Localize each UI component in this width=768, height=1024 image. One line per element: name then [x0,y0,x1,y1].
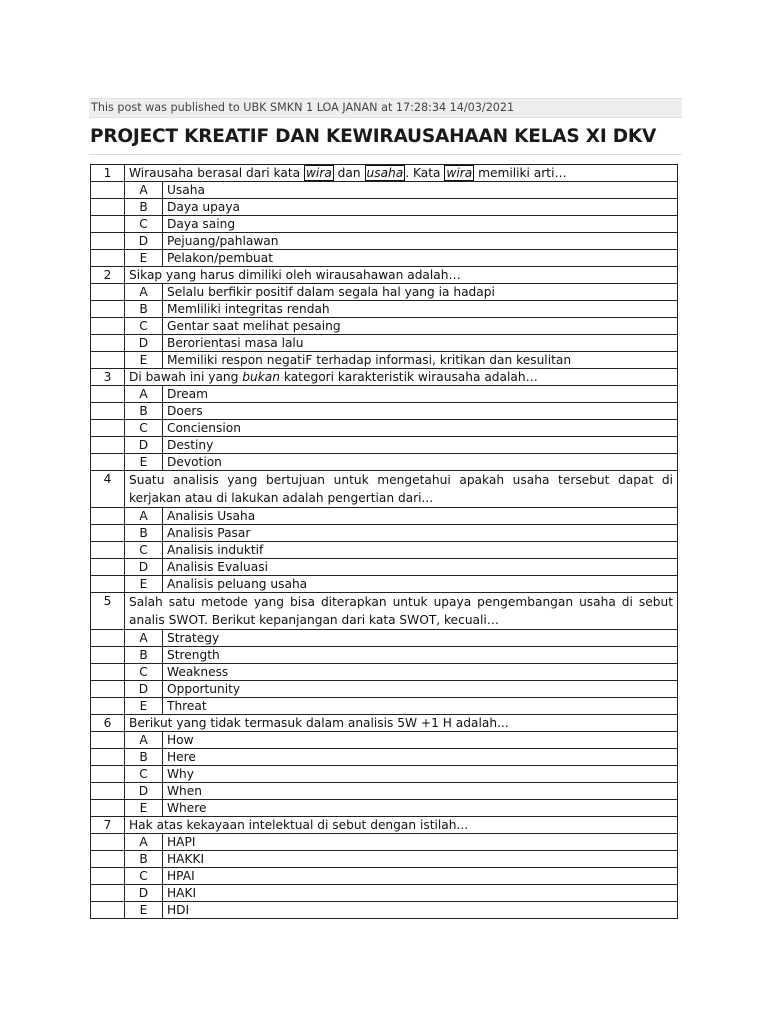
quiz-table [90,164,678,919]
publish-info-bar [89,98,682,118]
option-row [91,732,678,749]
option-text: Dream [163,386,678,403]
question-number: 7 [91,817,125,834]
option-row [91,437,678,454]
question-number: 2 [91,267,125,284]
option-text: Daya saing [163,216,678,233]
option-row [91,403,678,420]
option-text: Berorientasi masa lalu [163,335,678,352]
option-letter: A [125,182,163,199]
question-text: Sikap yang harus dimiliki oleh wirausahawan adalah… [125,267,678,284]
option-letter: C [125,868,163,885]
option-text: Here [163,749,678,766]
option-row [91,664,678,681]
option-letter: A [125,630,163,647]
option-letter: B [125,199,163,216]
option-text: Daya upaya [163,199,678,216]
option-letter: E [125,576,163,593]
option-text: Opportunity [163,681,678,698]
option-letter: E [125,698,163,715]
option-letter: C [125,766,163,783]
option-letter: B [125,749,163,766]
option-row [91,783,678,800]
option-row [91,301,678,318]
question-row [91,369,678,386]
keyword-wira: wira [446,166,473,180]
option-letter: E [125,250,163,267]
option-row [91,885,678,902]
option-row [91,199,678,216]
option-row [91,681,678,698]
option-text: Selalu berfikir positif dalam segala hal yang ia hadapi [163,284,678,301]
option-letter: E [125,352,163,369]
question-text: Salah satu metode yang bisa diterapkan untuk upaya pengembangan usaha di sebut analis SWOT. Berikut kepanjangan dari kata SWOT, kecuali… [125,593,678,630]
option-text: HAKKI [163,851,678,868]
option-text: Memiliki respon negatiF terhadap informasi, kritikan dan kesulitan [163,352,678,369]
question-row [91,165,678,182]
option-letter: E [125,902,163,919]
option-text: Usaha [163,182,678,199]
option-text: HDI [163,902,678,919]
option-text: Conciension [163,420,678,437]
option-letter: A [125,508,163,525]
option-text: Weakness [163,664,678,681]
question-number: 4 [91,471,125,508]
option-row [91,630,678,647]
option-letter: C [125,216,163,233]
keyword-usaha: usaha [366,166,404,180]
option-letter: C [125,318,163,335]
option-letter: A [125,386,163,403]
option-row [91,800,678,817]
page-title: PROJECT KREATIF DAN KEWIRAUSAHAAN KELAS XI DKV [90,126,657,147]
question-text: Wirausaha berasal dari kata wira dan usaha . Kata wira memiliki arti… [125,165,678,182]
option-letter: C [125,420,163,437]
keyword-wira: wira [305,166,332,180]
option-text: Why [163,766,678,783]
question-row [91,471,678,508]
option-text: Pelakon/pembuat [163,250,678,267]
question-text: Di bawah ini yang bukan kategori karakteristik wirausaha adalah… [125,369,678,386]
question-row [91,715,678,732]
option-row [91,525,678,542]
option-text: Analisis Pasar [163,525,678,542]
option-row [91,352,678,369]
option-text: How [163,732,678,749]
option-row [91,454,678,471]
option-row [91,250,678,267]
option-letter: B [125,851,163,868]
option-row [91,182,678,199]
option-row [91,834,678,851]
question-row [91,267,678,284]
option-row [91,233,678,250]
question-row [91,593,678,630]
option-letter: A [125,284,163,301]
option-text: Destiny [163,437,678,454]
question-text: Hak atas kekayaan intelektual di sebut dengan istilah... [125,817,678,834]
option-text: Gentar saat melihat pesaing [163,318,678,335]
option-text: Doers [163,403,678,420]
emphasis-bukan: bukan [242,370,280,384]
question-number: 6 [91,715,125,732]
question-row [91,817,678,834]
option-letter: B [125,301,163,318]
option-row [91,420,678,437]
option-row [91,318,678,335]
option-row [91,576,678,593]
option-text: Analisis peluang usaha [163,576,678,593]
option-row [91,542,678,559]
title-divider [89,154,682,155]
option-row [91,284,678,301]
option-row [91,216,678,233]
question-number: 3 [91,369,125,386]
option-letter: D [125,559,163,576]
option-text: Analisis induktif [163,542,678,559]
option-row [91,868,678,885]
option-row [91,766,678,783]
option-text: Threat [163,698,678,715]
option-letter: D [125,233,163,250]
option-letter: C [125,664,163,681]
option-text: HPAI [163,868,678,885]
question-number: 1 [91,165,125,182]
option-letter: B [125,403,163,420]
question-text: Berikut yang tidak termasuk dalam analisis 5W +1 H adalah... [125,715,678,732]
option-letter: B [125,647,163,664]
option-row [91,647,678,664]
option-text: HAPI [163,834,678,851]
option-row [91,698,678,715]
option-letter: D [125,437,163,454]
option-row [91,559,678,576]
option-letter: E [125,454,163,471]
option-row [91,851,678,868]
option-letter: D [125,335,163,352]
option-row [91,386,678,403]
option-letter: A [125,834,163,851]
option-row [91,335,678,352]
publish-info-text: This post was published to UBK SMKN 1 LOA JANAN at 17:28:34 14/03/2021 [91,101,515,114]
option-letter: A [125,732,163,749]
option-text: Memliliki integritas rendah [163,301,678,318]
option-row [91,508,678,525]
option-letter: C [125,542,163,559]
option-text: When [163,783,678,800]
option-text: HAKI [163,885,678,902]
question-text: Suatu analisis yang bertujuan untuk mengetahui apakah usaha tersebut dapat di kerjakan atau di lakukan adalah pengertian dari... [125,471,678,508]
option-text: Devotion [163,454,678,471]
option-row [91,749,678,766]
option-row [91,902,678,919]
option-text: Where [163,800,678,817]
option-text: Pejuang/pahlawan [163,233,678,250]
option-letter: B [125,525,163,542]
option-letter: D [125,885,163,902]
option-letter: E [125,800,163,817]
option-letter: D [125,681,163,698]
option-text: Strategy [163,630,678,647]
question-number: 5 [91,593,125,630]
option-text: Strength [163,647,678,664]
option-text: Analisis Usaha [163,508,678,525]
option-letter: D [125,783,163,800]
option-text: Analisis Evaluasi [163,559,678,576]
